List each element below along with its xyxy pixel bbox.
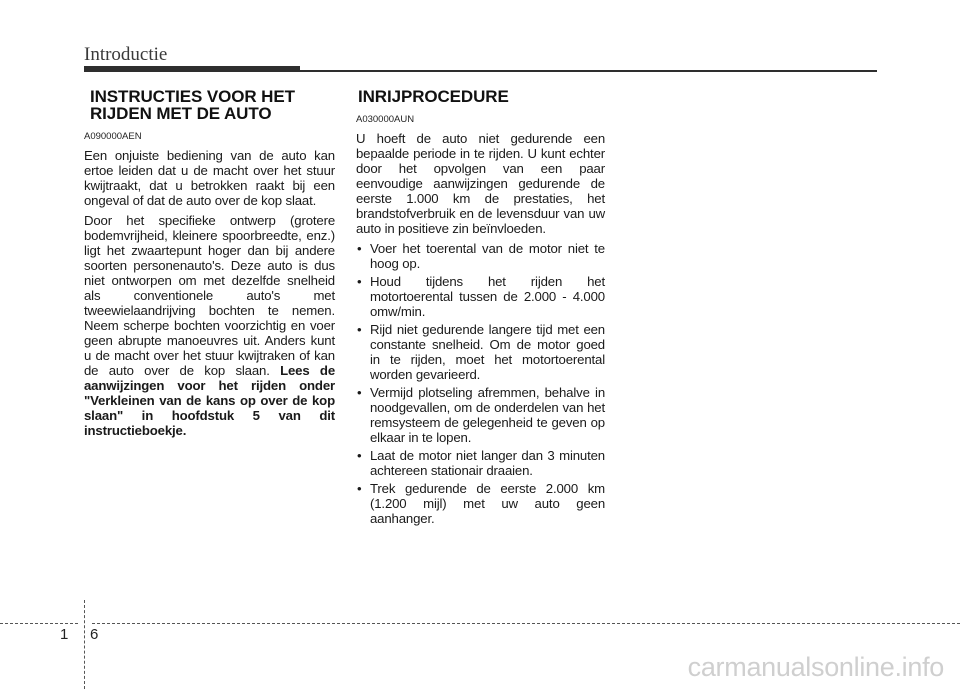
- bullet-icon: •: [357, 385, 362, 400]
- list-item: [356, 448, 605, 478]
- list-item: [356, 322, 605, 382]
- list-item-text: Laat de motor niet langer dan 3 minuten achtereen stationair draaien.: [370, 448, 605, 478]
- section-heading-driving-instructions: [84, 88, 335, 122]
- list-item: [356, 241, 605, 271]
- right-column: [356, 88, 605, 529]
- bullet-icon: •: [357, 274, 362, 289]
- paragraph-2-text: Door het specifieke ontwerp (grotere bodemvrijheid, kleinere spoorbreedte, enz.) ligt het zwaartepunt hoger dan bij andere soorten personenauto's. Deze auto is dus niet ontworpen om met dezelfde snelheid als conventionele auto's met tweewielaandrijving bochten te nemen. Neem scherpe bochten voorzichtig en voer geen abrupte manoeuvres uit. Anders kunt u de macht over het stuur kwijtraken of kan de auto over de kop slaan.: [84, 213, 335, 378]
- paragraph-2: [84, 213, 335, 438]
- list-item: [356, 385, 605, 445]
- list-item: [356, 481, 605, 526]
- footer-rule-left: [0, 623, 78, 624]
- bullet-icon: •: [357, 322, 362, 337]
- paragraph-2-bold-reference: Lees de aanwijzingen voor het rijden onder "Verkleinen van de kans op over de kop slaan" in hoofdstuk 5 van dit instructieboekje.: [84, 363, 335, 438]
- page-number: 6: [90, 626, 99, 643]
- left-column: [84, 88, 335, 443]
- header-rule-thin: [300, 70, 877, 72]
- section-heading-break-in: INRIJPROCEDURE: [358, 87, 509, 106]
- list-item-text: Rijd niet gedurende langere tijd met een constante snelheid. Om de motor goed in te rijden, moet het motortoerental worden gevarieerd.: [370, 322, 605, 382]
- section-code: A090000AEN: [84, 131, 142, 142]
- bullet-icon: •: [357, 448, 362, 463]
- bullet-icon: •: [357, 241, 362, 256]
- heading-line-2: RIJDEN MET DE AUTO: [90, 104, 272, 123]
- footer-vertical-rule: [84, 600, 85, 689]
- bullet-icon: •: [357, 481, 362, 496]
- list-item: [356, 274, 605, 319]
- watermark-text: carmanualsonline.info: [687, 652, 944, 682]
- list-item-text: Houd tijdens het rijden het motortoerental tussen de 2.000 - 4.000 omw/min.: [370, 274, 605, 319]
- header-rule-thick: [84, 66, 300, 72]
- list-item-text: Voer het toerental van de motor niet te hoog op.: [370, 241, 605, 271]
- chapter-number: 1: [60, 626, 69, 643]
- list-item-text: Vermijd plotseling afremmen, behalve in noodgevallen, om de onderdelen van het remsysteem de gelegenheid te geven op elkaar in te lopen.: [370, 385, 605, 445]
- section-code: A030000AUN: [356, 114, 415, 125]
- page-header-title: Introductie: [84, 44, 168, 65]
- footer-rule-right: [92, 623, 960, 624]
- list-item-text: Trek gedurende de eerste 2.000 km (1.200 mijl) met uw auto geen aanhanger.: [370, 481, 605, 526]
- break-in-bullet-list: [356, 241, 605, 526]
- heading-line-1: INSTRUCTIES VOOR HET: [90, 87, 295, 106]
- paragraph-1: Een onjuiste bediening van de auto kan ertoe leiden dat u de macht over het stuur kwijtraakt, dat u betrokken raakt bij een ongeval of dat de auto over de kop slaat.: [84, 148, 335, 208]
- intro-paragraph: U hoeft de auto niet gedurende een bepaalde periode in te rijden. U kunt echter door het opvolgen van een paar eenvoudige aanwijzingen gedurende de eerste 1.000 km de prestaties, het brandstofverbruik en de levensduur van uw auto in positieve zin beïnvloeden.: [356, 131, 605, 236]
